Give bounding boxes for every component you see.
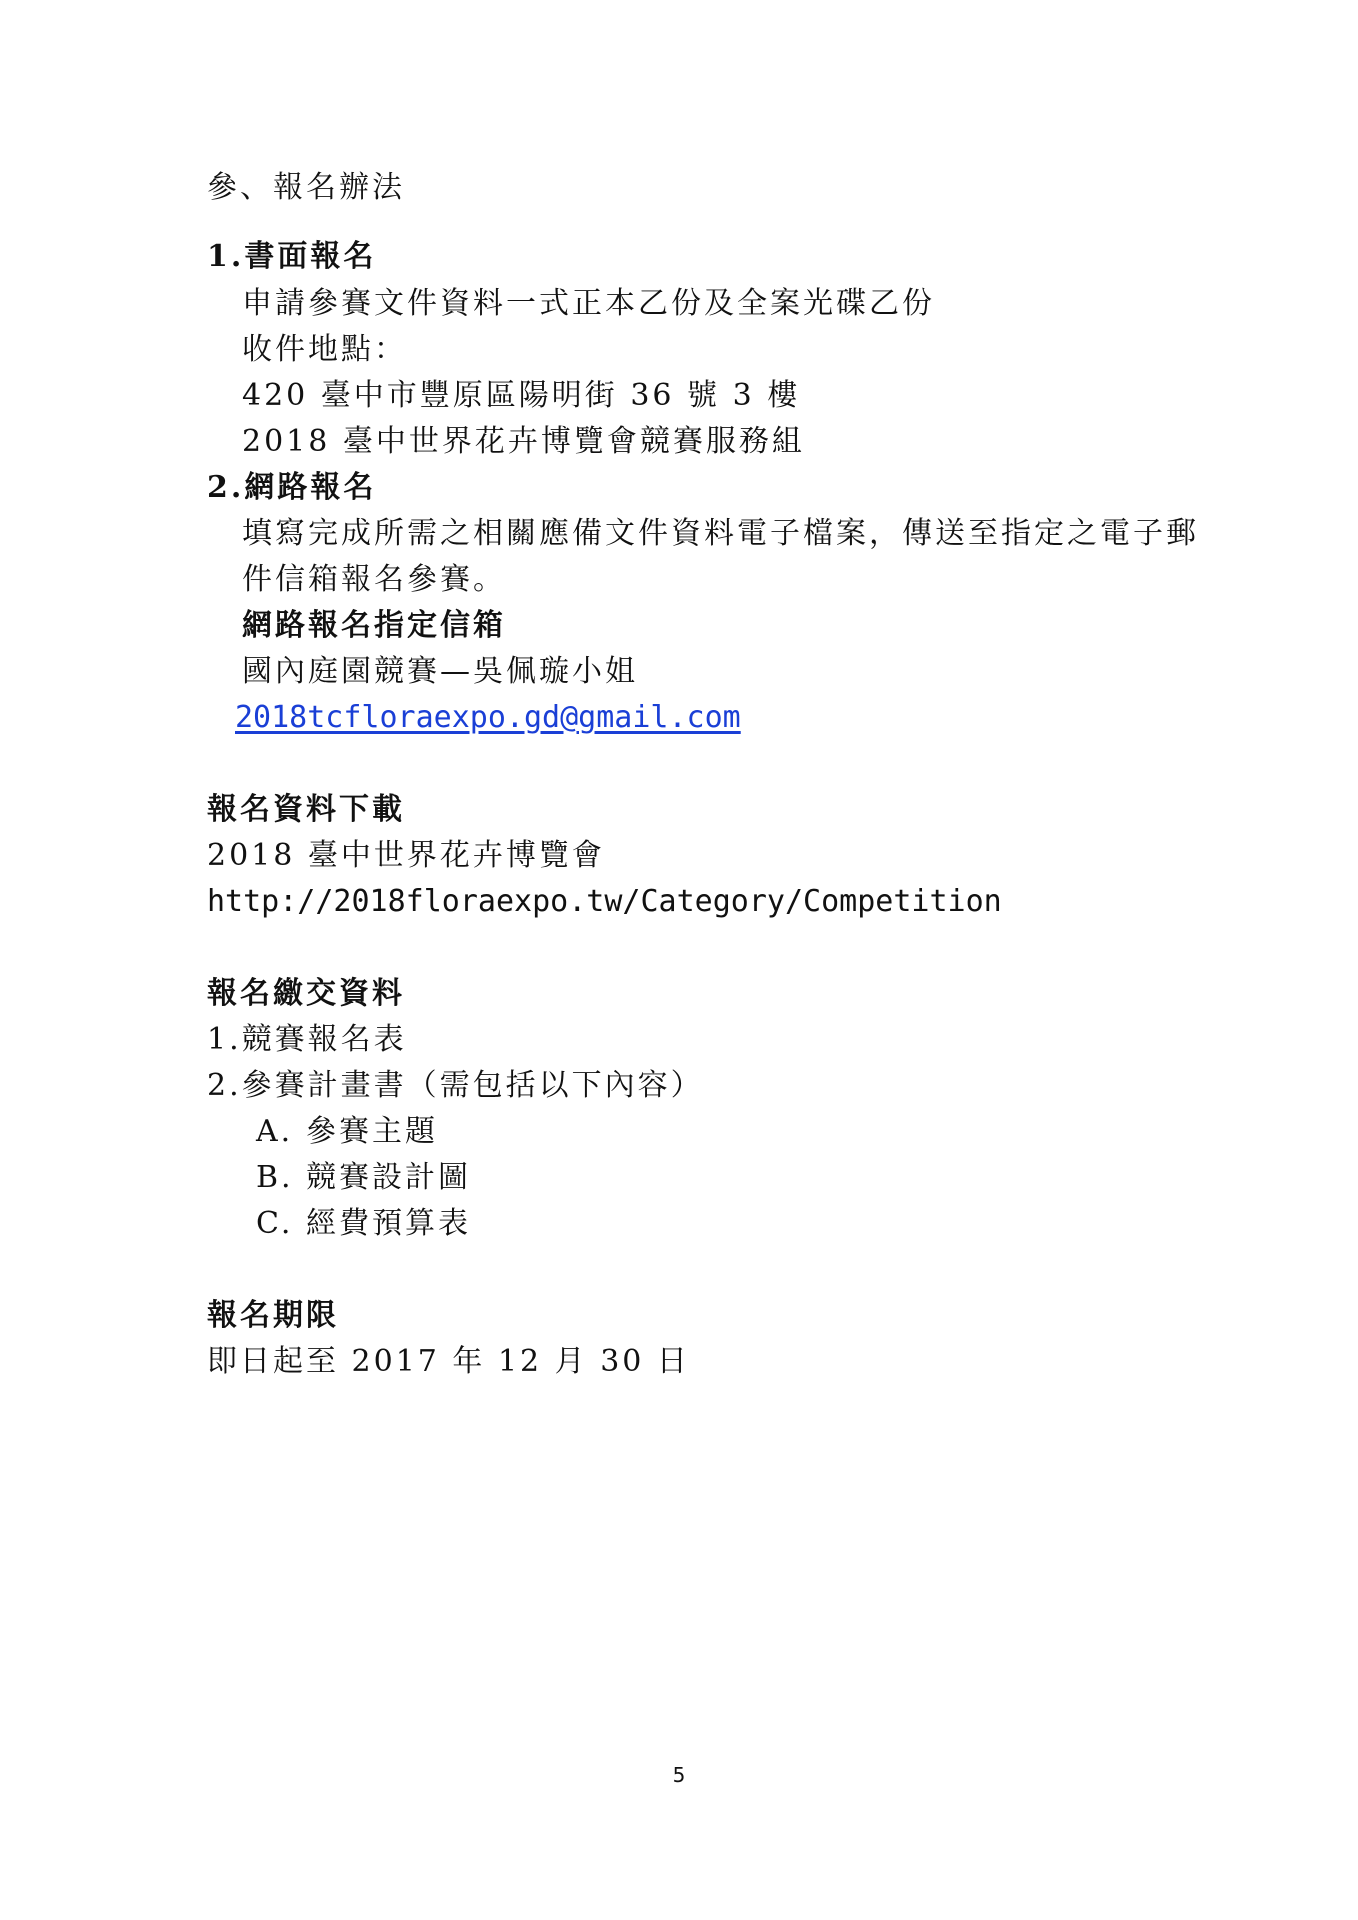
designated-mailbox-heading: 網路報名指定信箱: [242, 608, 506, 643]
sub-item-marker: B.: [256, 1160, 294, 1195]
sub-item-a: [256, 1112, 438, 1152]
sub-item-text: 經費預算表: [306, 1206, 471, 1241]
page-number: 5: [672, 1763, 686, 1787]
online-registration-heading: 2.網路報名: [207, 470, 377, 505]
mailing-address: 420 臺中市豐原區陽明街 36 號 3 樓: [242, 378, 801, 413]
sub-item-text: 參賽主題: [306, 1114, 438, 1149]
submission-item-2: 2.參賽計畫書（需包括以下內容）: [207, 1068, 704, 1103]
registration-email-link[interactable]: 2018tcfloraexpo.gd@gmail.com: [235, 700, 741, 735]
section-heading: 參、報名辦法: [207, 170, 405, 205]
address-label: 收件地點：: [242, 332, 407, 367]
paper-registration-heading: 1.書面報名: [207, 239, 377, 274]
online-registration-text-line2: 件信箱報名參賽。: [242, 562, 506, 597]
download-url: http://2018floraexpo.tw/Category/Competition: [207, 884, 1002, 919]
sub-item-c: [256, 1204, 471, 1244]
online-registration-text-line1: 填寫完成所需之相關應備文件資料電子檔案，傳送至指定之電子郵: [242, 516, 1199, 551]
deadline-text: 即日起至 2017 年 12 月 30 日: [207, 1344, 690, 1379]
contact-person: 國內庭園競賽—吳佩璇小姐: [242, 654, 638, 689]
recipient-name: 2018 臺中世界花卉博覽會競賽服務組: [242, 424, 805, 459]
submission-heading: 報名繳交資料: [207, 976, 405, 1011]
download-heading: 報名資料下載: [207, 792, 405, 827]
sub-item-marker: C.: [256, 1206, 294, 1241]
submission-item-1: 1.競賽報名表: [207, 1022, 407, 1057]
download-expo-name: 2018 臺中世界花卉博覽會: [207, 838, 605, 873]
paper-registration-requirement: 申請參賽文件資料一式正本乙份及全案光碟乙份: [242, 286, 935, 321]
sub-item-text: 競賽設計圖: [306, 1160, 471, 1195]
sub-item-marker: A.: [256, 1114, 294, 1149]
sub-item-b: [256, 1158, 471, 1198]
deadline-heading: 報名期限: [207, 1298, 339, 1333]
